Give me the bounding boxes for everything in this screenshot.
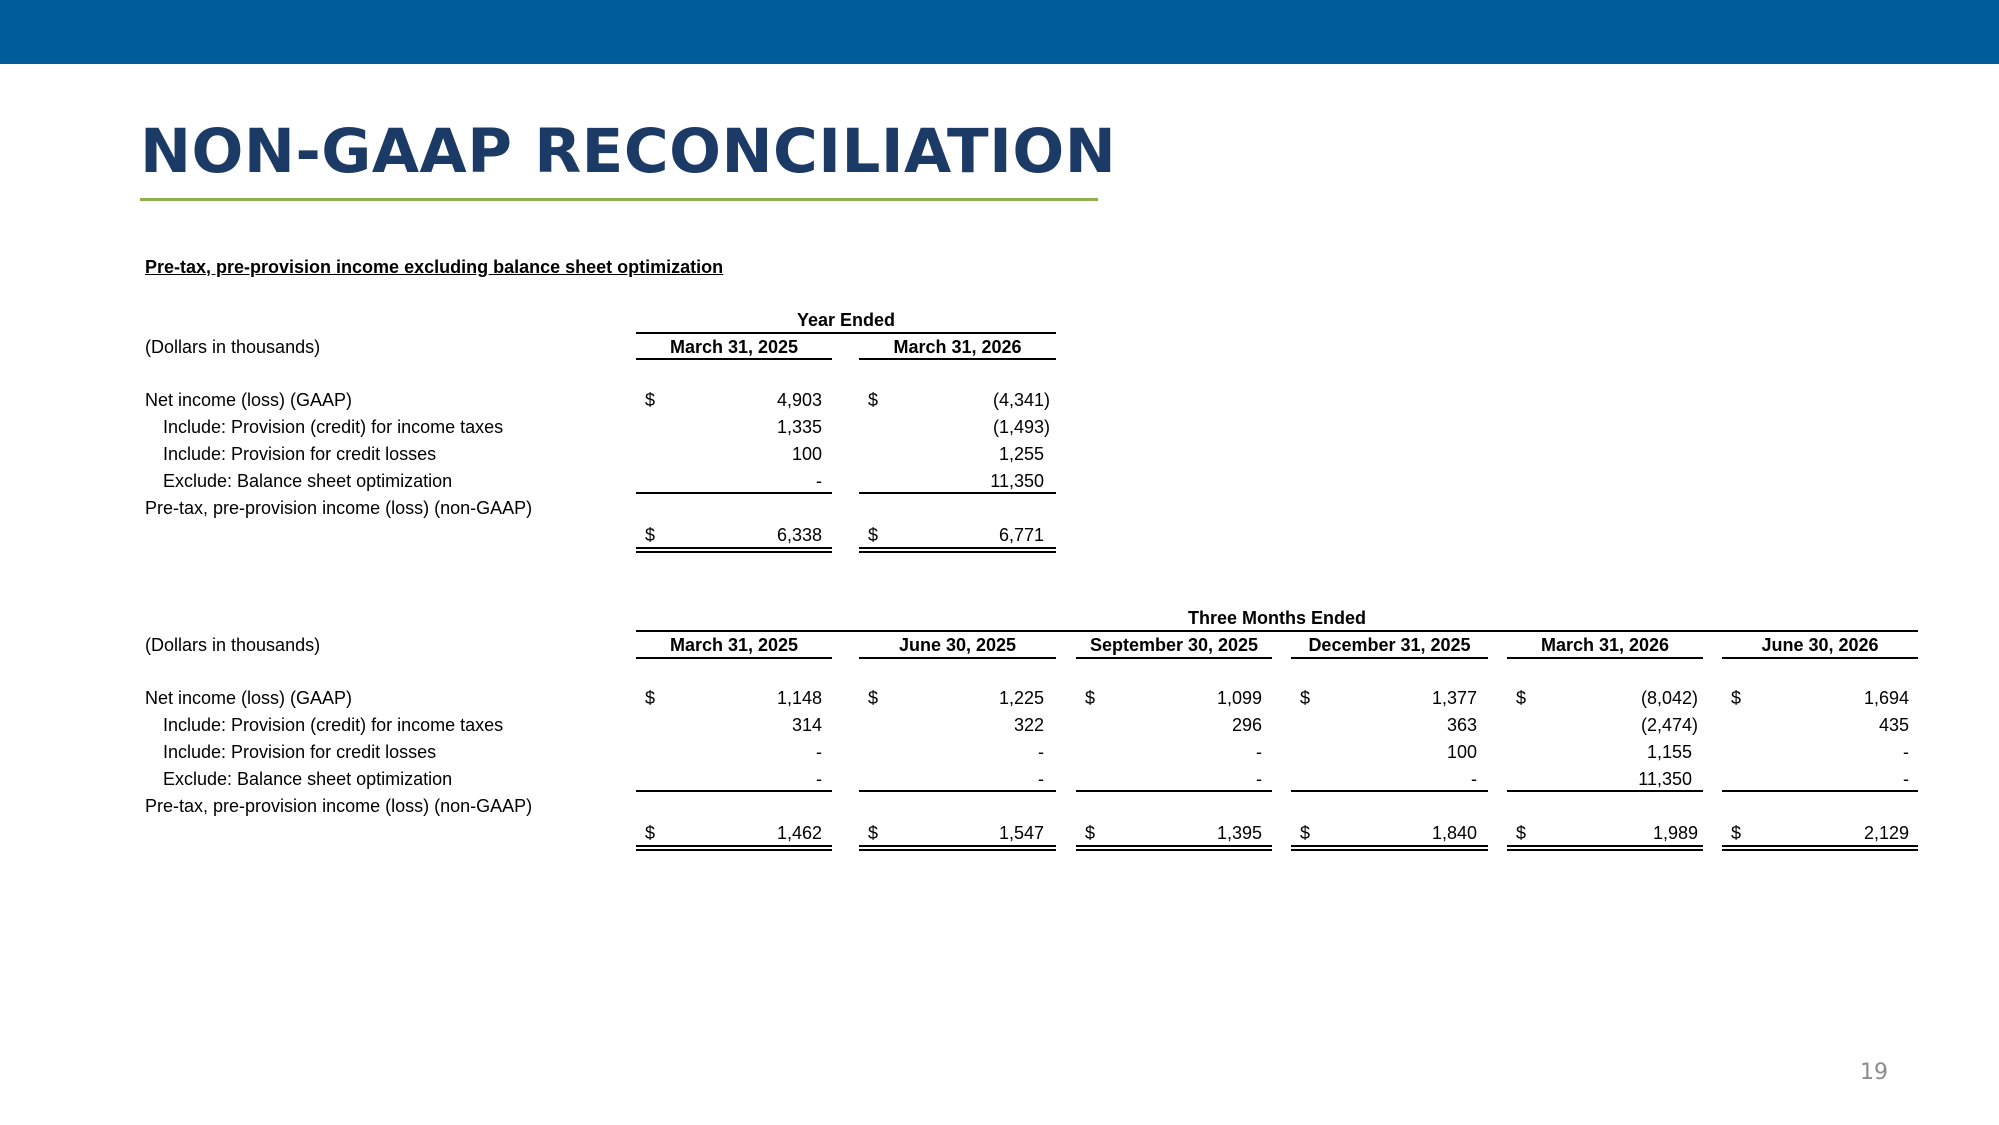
cell-value: - bbox=[1471, 769, 1477, 789]
currency-symbol: $ bbox=[868, 525, 879, 545]
quarterly-column-header: March 31, 2026 bbox=[1540, 635, 1670, 655]
currency-symbol: $ bbox=[1085, 688, 1096, 708]
quarterly-group-rule bbox=[636, 630, 1918, 632]
cell-value: (1,493) bbox=[992, 417, 1050, 437]
total-double-rule bbox=[1722, 845, 1918, 851]
cell-value: 1,099 bbox=[1216, 688, 1262, 708]
currency-symbol: $ bbox=[1516, 823, 1527, 843]
quarterly-column-rule bbox=[1076, 657, 1272, 659]
cell-value: - bbox=[1038, 742, 1044, 762]
quarterly-column-rule bbox=[1507, 657, 1703, 659]
cell-value: 314 bbox=[791, 715, 822, 735]
quarterly-column-rule bbox=[859, 657, 1056, 659]
quarterly-column-rule bbox=[636, 657, 832, 659]
total-double-rule bbox=[859, 845, 1056, 851]
row-label: Exclude: Balance sheet optimization bbox=[163, 769, 453, 789]
currency-symbol: $ bbox=[868, 688, 879, 708]
quarterly-column-rule bbox=[1722, 657, 1918, 659]
total-value: 1,840 bbox=[1431, 823, 1477, 843]
cell-value: 1,255 bbox=[998, 444, 1044, 464]
subtotal-rule bbox=[859, 790, 1056, 792]
row-label: Include: Provision for credit losses bbox=[163, 742, 437, 762]
cell-value: - bbox=[816, 471, 822, 491]
subtotal-rule bbox=[1507, 790, 1703, 792]
page-title: NON-GAAP RECONCILIATION bbox=[140, 116, 1117, 187]
title-underline bbox=[140, 198, 1098, 201]
total-double-rule bbox=[1291, 845, 1488, 851]
quarterly-units-label: (Dollars in thousands) bbox=[145, 635, 321, 655]
page-number: 19 bbox=[1860, 1060, 1888, 1085]
total-label: Pre-tax, pre-provision income (loss) (non-GAAP) bbox=[145, 498, 533, 518]
cell-value: 296 bbox=[1231, 715, 1262, 735]
cell-value: 1,225 bbox=[998, 688, 1044, 708]
annual-column-rule bbox=[636, 358, 832, 360]
quarterly-column-header: September 30, 2025 bbox=[1089, 635, 1259, 655]
cell-value: - bbox=[1903, 742, 1909, 762]
cell-value: - bbox=[1256, 769, 1262, 789]
currency-symbol: $ bbox=[1300, 688, 1311, 708]
total-value: 6,771 bbox=[998, 525, 1044, 545]
annual-column-header: March 31, 2025 bbox=[669, 337, 799, 357]
cell-value: 4,903 bbox=[776, 390, 822, 410]
row-label: Include: Provision for credit losses bbox=[163, 444, 437, 464]
currency-symbol: $ bbox=[868, 823, 879, 843]
total-double-rule bbox=[859, 547, 1056, 553]
cell-value: 1,148 bbox=[776, 688, 822, 708]
total-value: 6,338 bbox=[776, 525, 822, 545]
section-title: Pre-tax, pre-provision income excluding balance sheet optimization bbox=[145, 257, 724, 277]
currency-symbol: $ bbox=[645, 688, 656, 708]
cell-value: - bbox=[816, 769, 822, 789]
subtotal-rule bbox=[1291, 790, 1488, 792]
quarterly-group-header: Three Months Ended bbox=[1187, 608, 1366, 628]
cell-value: (4,341) bbox=[992, 390, 1050, 410]
currency-symbol: $ bbox=[868, 390, 879, 410]
currency-symbol: $ bbox=[645, 525, 656, 545]
quarterly-column-header: June 30, 2026 bbox=[1761, 635, 1879, 655]
quarterly-column-header: March 31, 2025 bbox=[669, 635, 799, 655]
currency-symbol: $ bbox=[1731, 823, 1742, 843]
subtotal-rule bbox=[636, 492, 832, 494]
total-value: 1,989 bbox=[1652, 823, 1698, 843]
currency-symbol: $ bbox=[1085, 823, 1096, 843]
quarterly-column-header: June 30, 2025 bbox=[898, 635, 1017, 655]
annual-column-header: March 31, 2026 bbox=[893, 337, 1022, 357]
total-value: 1,462 bbox=[776, 823, 822, 843]
subtotal-rule bbox=[1076, 790, 1272, 792]
subtotal-rule bbox=[859, 492, 1056, 494]
annual-group-header: Year Ended bbox=[796, 310, 896, 330]
cell-value: 1,377 bbox=[1431, 688, 1477, 708]
total-value: 1,395 bbox=[1216, 823, 1262, 843]
total-value: 1,547 bbox=[998, 823, 1044, 843]
row-label: Include: Provision (credit) for income taxes bbox=[163, 715, 504, 735]
cell-value: 1,694 bbox=[1863, 688, 1909, 708]
cell-value: 322 bbox=[1013, 715, 1044, 735]
total-double-rule bbox=[1076, 845, 1272, 851]
currency-symbol: $ bbox=[1516, 688, 1527, 708]
cell-value: 11,350 bbox=[1638, 769, 1692, 789]
annual-column-rule bbox=[859, 358, 1056, 360]
cell-value: 363 bbox=[1446, 715, 1477, 735]
subtotal-rule bbox=[636, 790, 832, 792]
total-value: 2,129 bbox=[1863, 823, 1909, 843]
cell-value: 435 bbox=[1878, 715, 1909, 735]
row-label: Net income (loss) (GAAP) bbox=[145, 390, 353, 410]
cell-value: (8,042) bbox=[1640, 688, 1698, 708]
cell-value: 11,350 bbox=[990, 471, 1044, 491]
cell-value: - bbox=[1038, 769, 1044, 789]
row-label: Exclude: Balance sheet optimization bbox=[163, 471, 453, 491]
total-double-rule bbox=[636, 845, 832, 851]
annual-units-label: (Dollars in thousands) bbox=[145, 337, 321, 357]
quarterly-column-rule bbox=[1291, 657, 1488, 659]
currency-symbol: $ bbox=[645, 390, 656, 410]
row-label: Net income (loss) (GAAP) bbox=[145, 688, 353, 708]
cell-value: 100 bbox=[1446, 742, 1477, 762]
cell-value: 1,335 bbox=[776, 417, 822, 437]
cell-value: - bbox=[1256, 742, 1262, 762]
total-double-rule bbox=[1507, 845, 1703, 851]
cell-value: (2,474) bbox=[1640, 715, 1698, 735]
annual-group-rule bbox=[636, 332, 1056, 334]
currency-symbol: $ bbox=[645, 823, 656, 843]
total-label: Pre-tax, pre-provision income (loss) (non-GAAP) bbox=[145, 796, 533, 816]
cell-value: - bbox=[1903, 769, 1909, 789]
quarterly-column-header: December 31, 2025 bbox=[1308, 635, 1471, 655]
total-double-rule bbox=[636, 547, 832, 553]
cell-value: - bbox=[816, 742, 822, 762]
cell-value: 1,155 bbox=[1646, 742, 1692, 762]
currency-symbol: $ bbox=[1731, 688, 1742, 708]
row-label: Include: Provision (credit) for income taxes bbox=[163, 417, 504, 437]
currency-symbol: $ bbox=[1300, 823, 1311, 843]
subtotal-rule bbox=[1722, 790, 1918, 792]
cell-value: 100 bbox=[791, 444, 822, 464]
header-bar bbox=[0, 0, 1999, 64]
